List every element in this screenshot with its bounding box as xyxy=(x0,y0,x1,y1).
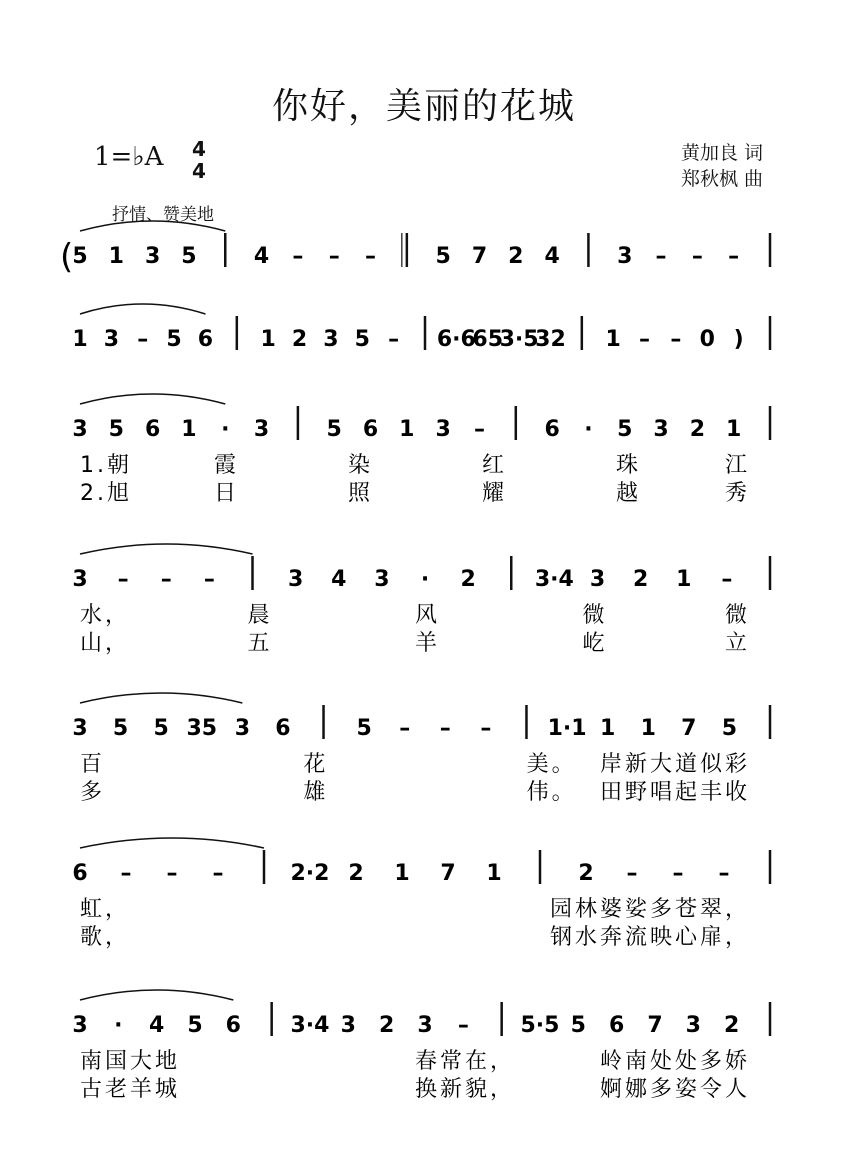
note: 1·1 xyxy=(547,716,587,741)
note: 4 xyxy=(331,567,347,592)
note: – xyxy=(117,567,129,592)
note: · xyxy=(420,567,430,592)
lyric-text: 立 xyxy=(724,631,750,656)
note: 1 xyxy=(640,716,656,741)
lyric-text: 虹， xyxy=(80,897,131,922)
note: 3 xyxy=(653,417,669,442)
time-signature-top: 4 xyxy=(192,137,206,161)
note: 2 xyxy=(460,567,476,592)
lyric-text: 南国大地 xyxy=(80,1049,181,1074)
note: 3 xyxy=(72,417,88,442)
lyric-text: 照 xyxy=(348,481,374,506)
note: – xyxy=(691,244,703,269)
lyric-text: 歌， xyxy=(80,925,131,950)
lyricist-credit: 黄加良 词 xyxy=(680,142,763,164)
note: – xyxy=(721,567,733,592)
note: 6 xyxy=(609,1013,625,1038)
lyric-text: 雄 xyxy=(303,780,329,805)
note: 5 xyxy=(326,417,342,442)
lyric-text: 换新貌， xyxy=(415,1077,516,1102)
note: 6 xyxy=(72,861,88,886)
note: 5 xyxy=(108,417,124,442)
note: 6 xyxy=(275,716,291,741)
note: 3 xyxy=(340,1013,356,1038)
open-paren: ( xyxy=(60,237,74,277)
note: 5 xyxy=(153,716,169,741)
note: 1 xyxy=(605,327,621,352)
lyric-text: 风 xyxy=(415,603,441,628)
note: 5 xyxy=(112,716,129,741)
lyric-text: 婀娜多姿令人 xyxy=(599,1077,750,1102)
note: – xyxy=(365,244,377,269)
note: 3·5 xyxy=(499,327,539,352)
note: 1 xyxy=(486,861,502,886)
note: 5 xyxy=(570,1013,586,1038)
note: – xyxy=(160,567,172,592)
note: – xyxy=(626,861,638,886)
note: 3 xyxy=(417,1013,433,1038)
note: 7 xyxy=(471,244,488,269)
note: – xyxy=(120,861,132,886)
note: ) xyxy=(733,327,744,352)
lyric-text: 越 xyxy=(616,481,642,506)
note: – xyxy=(439,716,451,741)
time-signature-bottom: 4 xyxy=(192,159,206,183)
note: 3 xyxy=(72,567,88,592)
note: 2 xyxy=(632,567,649,592)
note: 3·4 xyxy=(534,567,574,592)
note: 5 xyxy=(356,716,372,741)
lyric-text: 耀 xyxy=(482,481,508,506)
lyric-text: 水， xyxy=(80,603,131,628)
note: 65 xyxy=(472,327,504,352)
note: 5 xyxy=(181,244,197,269)
lyric-text: 微 xyxy=(582,603,608,628)
note: 1 xyxy=(108,244,124,269)
lyric-text: 百 xyxy=(80,752,106,777)
lyric-text: 染 xyxy=(348,453,374,478)
note: 6 xyxy=(225,1013,241,1038)
note: – xyxy=(718,861,730,886)
note: 2·2 xyxy=(290,861,330,886)
note: 5 xyxy=(721,716,738,741)
slur xyxy=(80,544,253,554)
note: 6 xyxy=(197,327,214,352)
tempo-marking: 抒情、赞美地 xyxy=(112,205,214,225)
lyric-text: 美。 xyxy=(526,752,577,777)
note: – xyxy=(212,861,224,886)
note: 3·4 xyxy=(290,1013,330,1038)
note: 5 xyxy=(617,417,633,442)
note: 7 xyxy=(647,1013,663,1038)
lyric-text: 红 xyxy=(482,453,508,478)
slur xyxy=(80,838,264,848)
slur xyxy=(80,394,225,404)
note: 5·5 xyxy=(520,1013,560,1038)
lyric-text: 岭南处处多娇 xyxy=(599,1049,750,1074)
note: 3 xyxy=(323,327,339,352)
note: 3 xyxy=(72,1013,88,1038)
note: 1 xyxy=(676,567,692,592)
note: 4 xyxy=(149,1013,165,1038)
lyric-text: 羊 xyxy=(415,631,441,656)
note: 3 xyxy=(103,327,120,352)
note: 2 xyxy=(578,861,594,886)
note: 7 xyxy=(681,716,697,741)
lyric-text: 伟。 xyxy=(526,780,577,805)
note: 6 xyxy=(544,417,560,442)
note: 5 xyxy=(72,244,88,269)
note: 3 xyxy=(287,567,304,592)
note: 5 xyxy=(435,244,451,269)
lyric-text: 山， xyxy=(80,631,131,656)
note: · xyxy=(221,417,230,442)
note: 3 xyxy=(72,716,88,741)
note: 35 xyxy=(186,716,218,741)
lyric-text: 春常在， xyxy=(415,1049,516,1074)
lyric-text: 园林婆娑多苍翠， xyxy=(549,897,750,922)
note: – xyxy=(672,861,684,886)
note: – xyxy=(203,567,215,592)
lyric-text: 花 xyxy=(303,752,329,777)
slur xyxy=(80,990,233,1000)
note: 3 xyxy=(589,567,606,592)
lyric-text: 晨 xyxy=(247,603,273,628)
note: 32 xyxy=(535,327,566,352)
note: 5 xyxy=(354,327,370,352)
note: 2 xyxy=(724,1013,740,1038)
lyric-text: 钢水奔流映心扉， xyxy=(549,925,750,950)
note: 3 xyxy=(253,417,270,442)
note: 0 xyxy=(699,327,715,352)
lyric-text: 五 xyxy=(247,631,273,656)
slur xyxy=(80,221,225,231)
lyric-text: 日 xyxy=(214,481,240,506)
note: 1 xyxy=(181,417,197,442)
note: 3 xyxy=(144,244,161,269)
slur xyxy=(80,693,242,703)
note: – xyxy=(480,716,492,741)
note: – xyxy=(639,327,651,352)
note: 3 xyxy=(374,567,390,592)
note: · xyxy=(114,1013,123,1038)
note: 3 xyxy=(435,417,451,442)
note: 2 xyxy=(348,861,364,886)
note: 1 xyxy=(72,327,88,352)
note: 2 xyxy=(508,244,524,269)
key-signature: 1=♭A xyxy=(94,142,164,172)
slur xyxy=(80,304,205,314)
lyric-text: 屹 xyxy=(582,631,608,656)
note: 2 xyxy=(689,417,706,442)
lyric-text: 江 xyxy=(724,453,750,478)
note: 5 xyxy=(166,327,182,352)
note: 5 xyxy=(187,1013,203,1038)
note: – xyxy=(728,244,740,269)
lyric-text: 2.旭 xyxy=(80,481,132,506)
lyric-text: 1.朝 xyxy=(80,453,132,478)
note: – xyxy=(388,327,400,352)
lyric-text: 岸新大道似彩 xyxy=(599,752,750,777)
note: 6 xyxy=(362,417,379,442)
lyric-text: 田野唱起丰收 xyxy=(599,780,750,805)
note: 2 xyxy=(379,1013,395,1038)
note: 1 xyxy=(260,327,276,352)
note: 7 xyxy=(440,861,456,886)
note: 3 xyxy=(617,244,633,269)
note: – xyxy=(670,327,682,352)
note: – xyxy=(137,327,149,352)
lyric-text: 秀 xyxy=(724,481,750,506)
note: – xyxy=(457,1013,469,1038)
note: 3 xyxy=(685,1013,701,1038)
lyric-text: 多 xyxy=(80,780,106,805)
composer-credit: 郑秋枫 曲 xyxy=(680,168,763,190)
note: – xyxy=(166,861,178,886)
note: – xyxy=(399,716,411,741)
note: – xyxy=(292,244,304,269)
note: – xyxy=(473,417,485,442)
song-title: 你好，美丽的花城 xyxy=(271,86,576,127)
lyric-text: 古老羊城 xyxy=(80,1077,181,1102)
note: 1 xyxy=(394,861,410,886)
lyric-text: 霞 xyxy=(214,453,240,478)
note: 1 xyxy=(726,417,742,442)
note: 4 xyxy=(253,244,270,269)
lyric-text: 微 xyxy=(724,603,750,628)
lyric-text: 珠 xyxy=(616,453,642,478)
note: – xyxy=(655,244,667,269)
note: 4 xyxy=(544,244,560,269)
note: 2 xyxy=(291,327,308,352)
note: – xyxy=(328,244,340,269)
note: 1 xyxy=(599,716,616,741)
note: 6 xyxy=(144,417,161,442)
note: · xyxy=(584,417,593,442)
note: 6·6 xyxy=(436,327,476,352)
note: 1 xyxy=(399,417,415,442)
note: 3 xyxy=(234,716,251,741)
